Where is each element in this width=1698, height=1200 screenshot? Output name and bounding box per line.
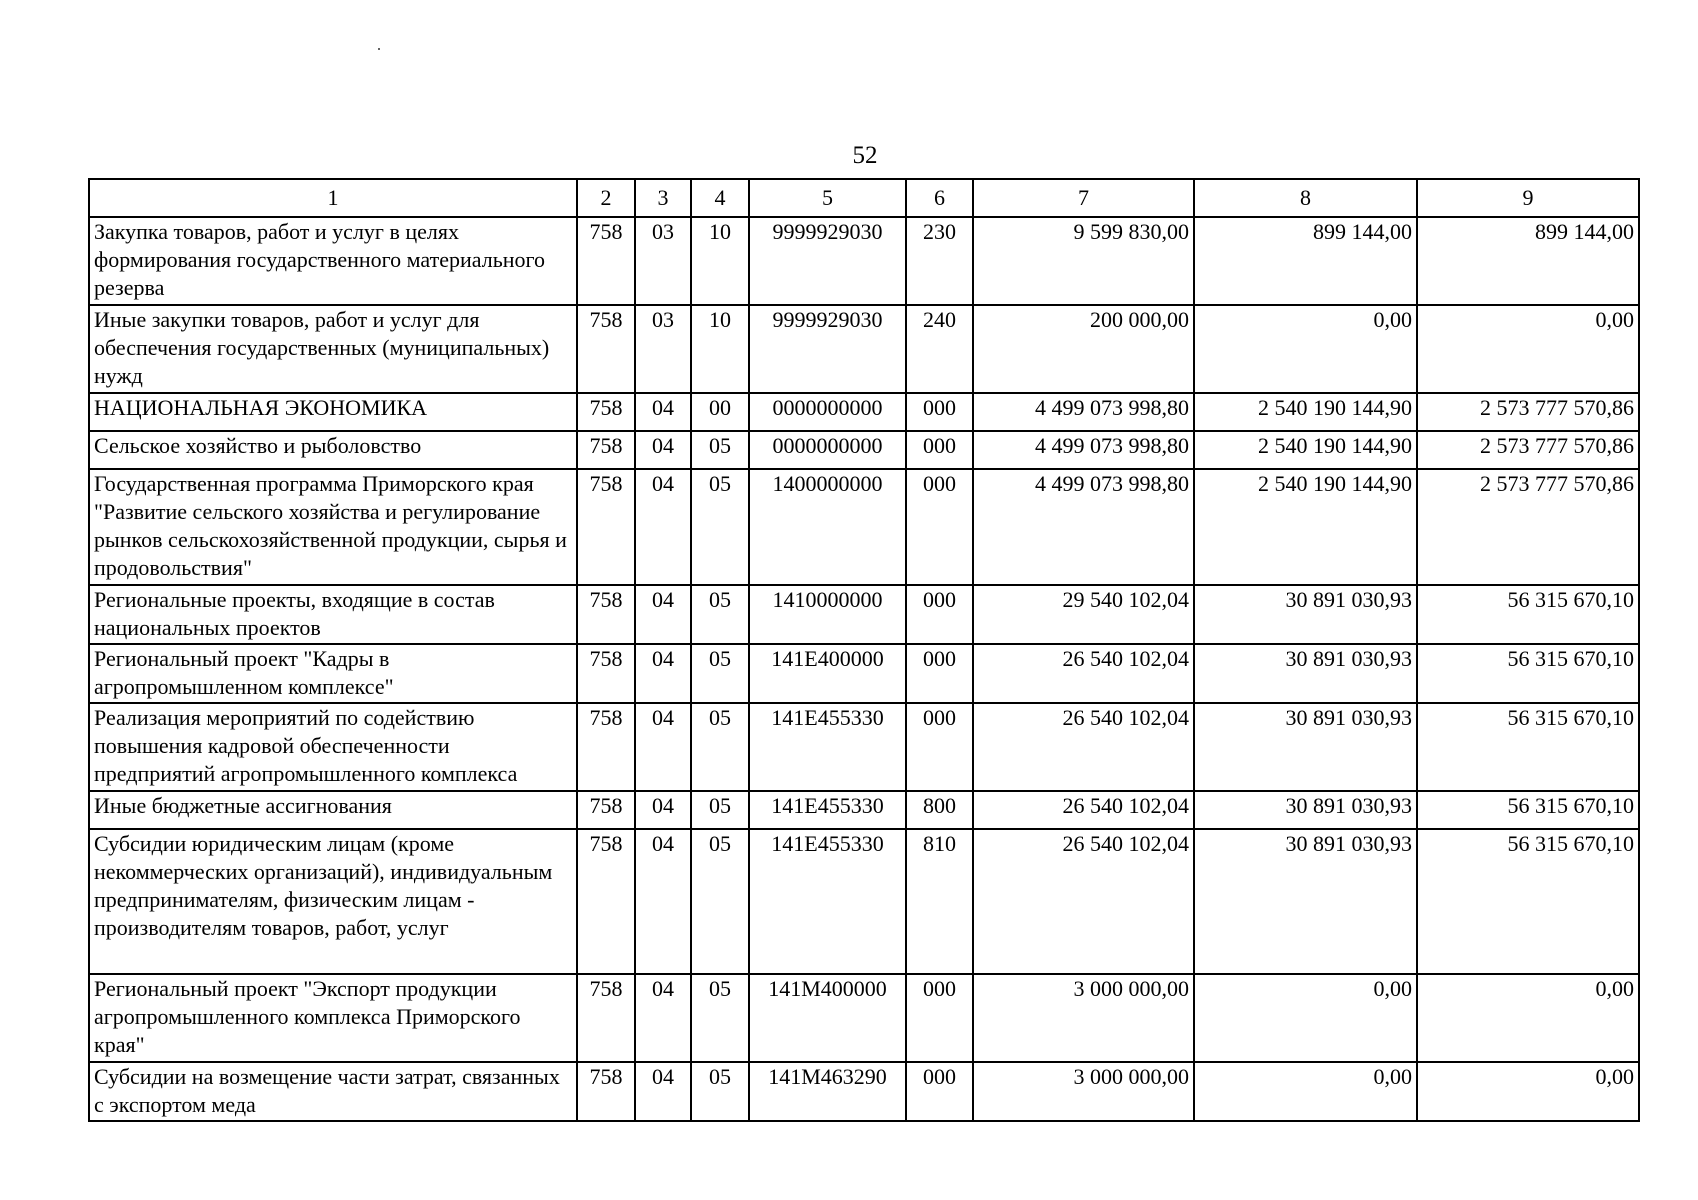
row-code-2: 758 xyxy=(577,393,635,431)
row-code-4: 05 xyxy=(691,703,749,791)
row-code-6: 230 xyxy=(906,217,973,305)
row-code-4: 10 xyxy=(691,217,749,305)
table-row xyxy=(89,791,1639,829)
row-value-8: 2 540 190 144,90 xyxy=(1194,469,1417,585)
row-name: Региональный проект "Кадры в агропромышленном комплексе" xyxy=(89,644,577,703)
table-row xyxy=(89,585,1639,644)
row-code-6: 000 xyxy=(906,703,973,791)
row-value-7: 29 540 102,04 xyxy=(973,585,1194,644)
row-code-2: 758 xyxy=(577,431,635,469)
column-header-6: 6 xyxy=(906,179,973,217)
row-value-8: 0,00 xyxy=(1194,974,1417,1062)
row-value-7: 26 540 102,04 xyxy=(973,644,1194,703)
table-row xyxy=(89,431,1639,469)
column-header-7: 7 xyxy=(973,179,1194,217)
row-value-8: 30 891 030,93 xyxy=(1194,791,1417,829)
row-code-2: 758 xyxy=(577,974,635,1062)
column-header-9: 9 xyxy=(1417,179,1639,217)
row-code-2: 758 xyxy=(577,469,635,585)
row-code-4: 10 xyxy=(691,305,749,393)
row-code-5: 141E455330 xyxy=(749,829,906,974)
table-row xyxy=(89,305,1639,393)
row-value-9: 56 315 670,10 xyxy=(1417,585,1639,644)
row-value-7: 4 499 073 998,80 xyxy=(973,469,1194,585)
row-code-6: 000 xyxy=(906,644,973,703)
table-row xyxy=(89,703,1639,791)
column-header-2: 2 xyxy=(577,179,635,217)
row-code-6: 810 xyxy=(906,829,973,974)
budget-table xyxy=(88,178,1640,1122)
table-row xyxy=(89,644,1639,703)
header-row xyxy=(89,179,1639,217)
row-name: Иные закупки товаров, работ и услуг для обеспечения государственных (муниципальных) нужд xyxy=(89,305,577,393)
row-value-9: 56 315 670,10 xyxy=(1417,829,1639,974)
row-name: НАЦИОНАЛЬНАЯ ЭКОНОМИКА xyxy=(89,393,577,431)
row-value-7: 3 000 000,00 xyxy=(973,1062,1194,1121)
row-code-6: 000 xyxy=(906,393,973,431)
row-value-9: 56 315 670,10 xyxy=(1417,703,1639,791)
row-name: Региональный проект "Экспорт продукции агропромышленного комплекса Приморского края" xyxy=(89,974,577,1062)
row-value-9: 2 573 777 570,86 xyxy=(1417,431,1639,469)
row-code-3: 03 xyxy=(635,305,691,393)
row-code-6: 000 xyxy=(906,1062,973,1121)
row-value-9: 2 573 777 570,86 xyxy=(1417,469,1639,585)
row-code-4: 05 xyxy=(691,791,749,829)
column-header-4: 4 xyxy=(691,179,749,217)
table-row xyxy=(89,469,1639,585)
row-code-5: 141E400000 xyxy=(749,644,906,703)
row-code-5: 141E455330 xyxy=(749,703,906,791)
row-code-2: 758 xyxy=(577,791,635,829)
row-code-4: 00 xyxy=(691,393,749,431)
row-value-7: 26 540 102,04 xyxy=(973,829,1194,974)
row-code-3: 04 xyxy=(635,431,691,469)
row-name: Субсидии юридическим лицам (кроме некоммерческих организаций), индивидуальным предпринимателям, физическим лицам - производителям товаров, работ, услуг xyxy=(89,829,577,974)
row-code-6: 240 xyxy=(906,305,973,393)
scan-speck xyxy=(378,48,380,50)
row-code-3: 04 xyxy=(635,703,691,791)
table-row xyxy=(89,1062,1639,1121)
table-row xyxy=(89,974,1639,1062)
row-code-5: 0000000000 xyxy=(749,431,906,469)
row-value-8: 30 891 030,93 xyxy=(1194,644,1417,703)
row-code-4: 05 xyxy=(691,469,749,585)
row-code-3: 04 xyxy=(635,1062,691,1121)
row-code-3: 04 xyxy=(635,791,691,829)
row-code-5: 141E455330 xyxy=(749,791,906,829)
row-code-4: 05 xyxy=(691,974,749,1062)
row-code-2: 758 xyxy=(577,829,635,974)
row-code-2: 758 xyxy=(577,585,635,644)
row-code-5: 141M400000 xyxy=(749,974,906,1062)
table-row xyxy=(89,829,1639,974)
row-value-9: 899 144,00 xyxy=(1417,217,1639,305)
row-code-5: 1410000000 xyxy=(749,585,906,644)
row-value-7: 200 000,00 xyxy=(973,305,1194,393)
row-code-3: 03 xyxy=(635,217,691,305)
row-code-2: 758 xyxy=(577,644,635,703)
row-code-6: 800 xyxy=(906,791,973,829)
column-header-3: 3 xyxy=(635,179,691,217)
row-code-4: 05 xyxy=(691,585,749,644)
row-value-8: 2 540 190 144,90 xyxy=(1194,393,1417,431)
row-code-3: 04 xyxy=(635,585,691,644)
row-value-7: 4 499 073 998,80 xyxy=(973,393,1194,431)
row-code-6: 000 xyxy=(906,469,973,585)
row-code-4: 05 xyxy=(691,644,749,703)
row-value-9: 0,00 xyxy=(1417,305,1639,393)
row-name: Субсидии на возмещение части затрат, связанных с экспортом меда xyxy=(89,1062,577,1121)
row-value-8: 30 891 030,93 xyxy=(1194,703,1417,791)
row-value-7: 26 540 102,04 xyxy=(973,703,1194,791)
table-row xyxy=(89,393,1639,431)
row-code-3: 04 xyxy=(635,644,691,703)
row-value-9: 0,00 xyxy=(1417,974,1639,1062)
row-name: Закупка товаров, работ и услуг в целях формирования государственного материального резерва xyxy=(89,217,577,305)
row-value-8: 0,00 xyxy=(1194,1062,1417,1121)
row-code-5: 9999929030 xyxy=(749,217,906,305)
row-value-7: 26 540 102,04 xyxy=(973,791,1194,829)
row-name: Иные бюджетные ассигнования xyxy=(89,791,577,829)
row-code-4: 05 xyxy=(691,829,749,974)
row-code-4: 05 xyxy=(691,1062,749,1121)
row-value-8: 899 144,00 xyxy=(1194,217,1417,305)
column-header-5: 5 xyxy=(749,179,906,217)
page-number: 52 xyxy=(852,142,878,169)
row-code-5: 9999929030 xyxy=(749,305,906,393)
row-value-9: 2 573 777 570,86 xyxy=(1417,393,1639,431)
row-code-6: 000 xyxy=(906,974,973,1062)
row-name: Реализация мероприятий по содействию повышения кадровой обеспеченности предприятий агропромышленного комплекса xyxy=(89,703,577,791)
row-value-9: 56 315 670,10 xyxy=(1417,644,1639,703)
row-code-6: 000 xyxy=(906,585,973,644)
row-name: Сельское хозяйство и рыболовство xyxy=(89,431,577,469)
row-code-3: 04 xyxy=(635,974,691,1062)
table-row xyxy=(89,217,1639,305)
row-value-9: 0,00 xyxy=(1417,1062,1639,1121)
row-value-7: 4 499 073 998,80 xyxy=(973,431,1194,469)
row-code-5: 0000000000 xyxy=(749,393,906,431)
row-value-7: 3 000 000,00 xyxy=(973,974,1194,1062)
row-code-3: 04 xyxy=(635,393,691,431)
row-value-8: 30 891 030,93 xyxy=(1194,585,1417,644)
row-code-2: 758 xyxy=(577,1062,635,1121)
row-value-8: 2 540 190 144,90 xyxy=(1194,431,1417,469)
row-code-5: 1400000000 xyxy=(749,469,906,585)
row-code-3: 04 xyxy=(635,469,691,585)
row-code-2: 758 xyxy=(577,305,635,393)
column-header-8: 8 xyxy=(1194,179,1417,217)
column-header-1: 1 xyxy=(89,179,577,217)
row-value-8: 0,00 xyxy=(1194,305,1417,393)
row-value-7: 9 599 830,00 xyxy=(973,217,1194,305)
row-code-3: 04 xyxy=(635,829,691,974)
row-code-4: 05 xyxy=(691,431,749,469)
row-code-2: 758 xyxy=(577,217,635,305)
row-name: Региональные проекты, входящие в состав национальных проектов xyxy=(89,585,577,644)
row-name: Государственная программа Приморского края "Развитие сельского хозяйства и регулирование рынков сельскохозяйственной продукции, сырья и продовольствия" xyxy=(89,469,577,585)
row-code-2: 758 xyxy=(577,703,635,791)
row-value-9: 56 315 670,10 xyxy=(1417,791,1639,829)
row-code-6: 000 xyxy=(906,431,973,469)
row-code-5: 141M463290 xyxy=(749,1062,906,1121)
row-value-8: 30 891 030,93 xyxy=(1194,829,1417,974)
